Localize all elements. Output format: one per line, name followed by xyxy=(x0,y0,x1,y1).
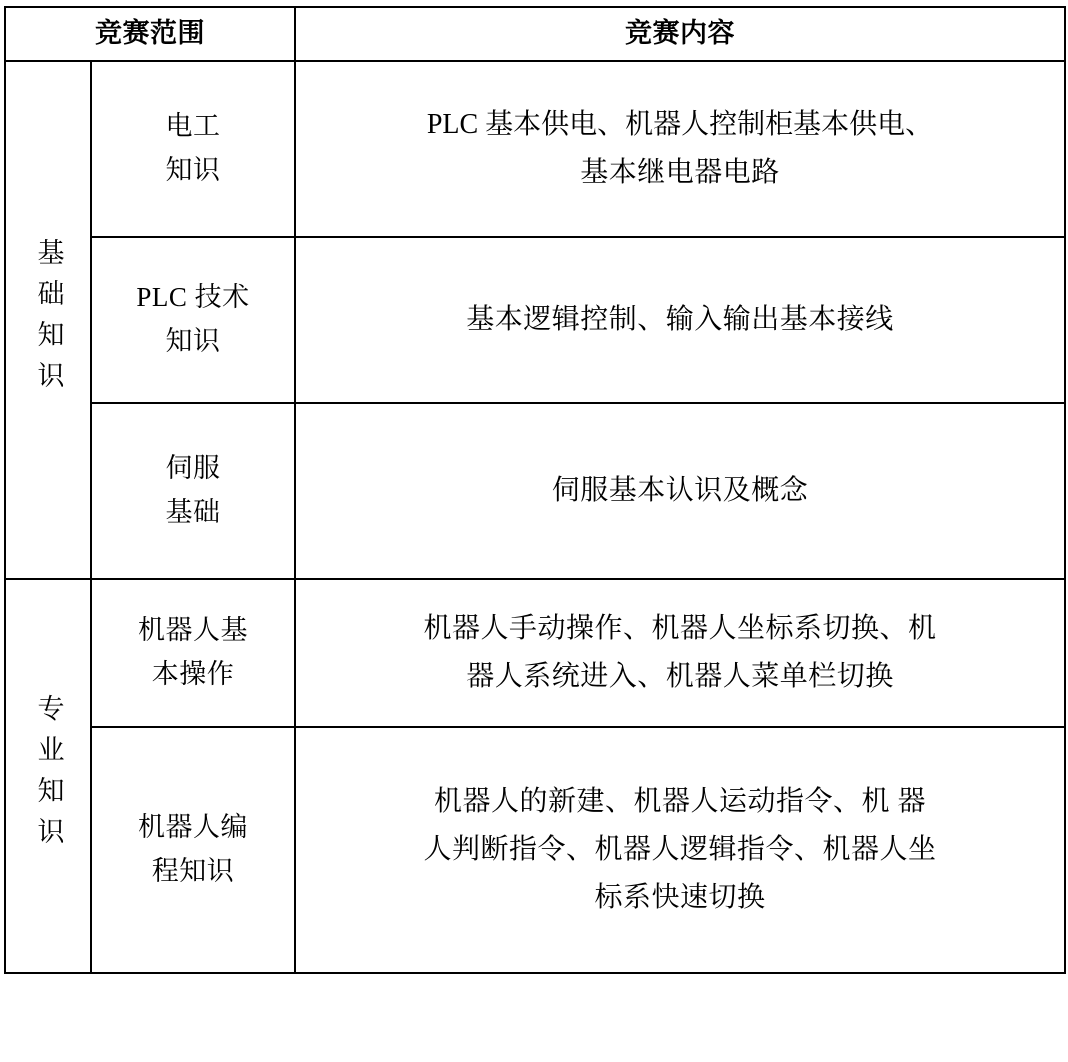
topic-electrical xyxy=(91,61,295,237)
topic-line: 电工 xyxy=(165,111,221,141)
topic-line: 基础 xyxy=(165,496,221,527)
content-line: 机器人手动操作、机器人坐标系切换、机 xyxy=(423,612,937,644)
table-row xyxy=(5,61,1065,237)
content-electrical xyxy=(295,61,1065,237)
header-content: 竞赛内容 xyxy=(295,7,1065,61)
group-label-professional xyxy=(5,579,91,973)
content-servo xyxy=(295,403,1065,579)
topic-robot-programming-lines xyxy=(98,806,288,893)
content-electrical-lines xyxy=(302,101,1058,197)
topic-line: PLC 技术 xyxy=(136,282,250,312)
group-label-basic-text: 基础知识 xyxy=(33,237,64,402)
content-robot-programming xyxy=(295,727,1065,973)
topic-line: 本操作 xyxy=(151,658,235,689)
content-plc-lines xyxy=(302,296,1058,344)
content-robot-programming-lines xyxy=(302,778,1058,922)
topic-robot-basic-operation-lines xyxy=(98,609,288,696)
competition-scope-table xyxy=(4,6,1066,974)
content-servo-lines xyxy=(302,467,1058,515)
topic-plc-lines xyxy=(98,276,288,363)
content-line: 伺服基本认识及概念 xyxy=(551,474,809,506)
content-line: 机器人的新建、机器人运动指令、机 器 xyxy=(433,785,926,817)
header-scope: 竞赛范围 xyxy=(5,7,295,61)
topic-servo-lines xyxy=(98,447,288,534)
topic-electrical-lines xyxy=(98,105,288,192)
table-row xyxy=(5,403,1065,579)
content-line: 基本继电器电路 xyxy=(580,156,780,188)
group-label-basic xyxy=(5,61,91,579)
topic-robot-basic-operation xyxy=(91,579,295,727)
content-line: 基本逻辑控制、输入输出基本接线 xyxy=(466,303,894,335)
topic-line: 机器人编 xyxy=(138,812,248,842)
group-label-professional-wrap xyxy=(12,694,84,858)
table-row xyxy=(5,727,1065,973)
topic-line: 程知识 xyxy=(151,855,235,886)
table-header-row xyxy=(5,7,1065,61)
table-row xyxy=(5,579,1065,727)
topic-line: 知识 xyxy=(165,325,221,356)
group-label-professional-text: 专业知识 xyxy=(33,693,64,858)
topic-line: 知识 xyxy=(165,154,221,185)
content-robot-basic-operation-lines xyxy=(302,605,1058,701)
group-label-basic-wrap xyxy=(12,238,84,402)
content-robot-basic-operation xyxy=(295,579,1065,727)
document-page xyxy=(0,6,1068,1062)
topic-line: 伺服 xyxy=(165,453,221,483)
topic-plc xyxy=(91,237,295,403)
content-line: 器人系统进入、机器人菜单栏切换 xyxy=(466,660,894,692)
topic-robot-programming xyxy=(91,727,295,973)
content-line: 人判断指令、机器人逻辑指令、机器人坐 xyxy=(423,833,937,865)
topic-line: 机器人基 xyxy=(138,615,248,645)
table-row xyxy=(5,237,1065,403)
content-line: 标系快速切换 xyxy=(594,881,766,913)
content-line: PLC 基本供电、机器人控制柜基本供电、 xyxy=(426,108,934,140)
topic-servo xyxy=(91,403,295,579)
content-plc xyxy=(295,237,1065,403)
